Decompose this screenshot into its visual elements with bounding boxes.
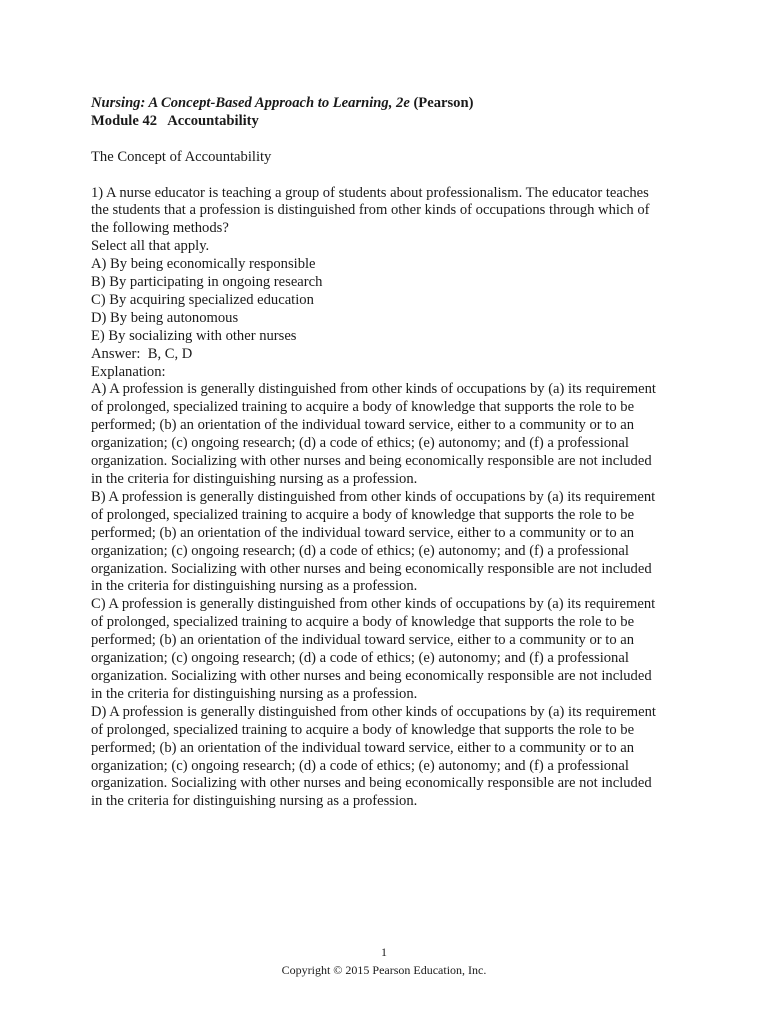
question-line: the students that a profession is distinguished from other kinds of occupations through which of <box>91 202 650 219</box>
explanation-line: organization. Socializing with other nurses and being economically responsible are not included <box>91 560 652 577</box>
option-b: B) By participating in ongoing research <box>91 274 323 291</box>
explanation-line: B) A profession is generally distinguished from other kinds of occupations by (a) its requirement <box>91 488 656 505</box>
explanation-line: performed; (b) an orientation of the individual toward service, either to a community or to an <box>91 632 635 649</box>
explanation-line: organization; (c) ongoing research; (d) a code of ethics; (e) autonomy; and (f) a professional <box>91 757 629 774</box>
answer-key: Answer: B, C, D <box>91 345 193 362</box>
question-stem <box>91 185 691 239</box>
spacer <box>91 167 691 185</box>
page-number: 1 <box>381 945 387 959</box>
book-publisher: (Pearson) <box>409 95 474 111</box>
page-content <box>91 95 691 811</box>
explanation-line: of prolonged, specialized training to acquire a body of knowledge that supports the role to be <box>91 506 635 523</box>
explanation-line: organization; (c) ongoing research; (d) a code of ethics; (e) autonomy; and (f) a professional <box>91 650 629 667</box>
explanation-line: organization. Socializing with other nurses and being economically responsible are not included <box>91 453 652 470</box>
explanation-line: in the criteria for distinguishing nursing as a profession. <box>91 685 418 702</box>
explanation-line: organization. Socializing with other nurses and being economically responsible are not included <box>91 667 652 684</box>
explanation-a <box>91 381 691 488</box>
module-heading: Module 42 Accountability <box>91 112 259 129</box>
option-c: C) By acquiring specialized education <box>91 291 314 308</box>
book-header <box>91 95 691 113</box>
question-line: the following methods? <box>91 220 229 237</box>
explanation-line: of prolonged, specialized training to acquire a body of knowledge that supports the role to be <box>91 721 635 738</box>
explanation-d <box>91 704 691 811</box>
section-title: The Concept of Accountability <box>91 148 272 165</box>
explanation-b <box>91 489 691 596</box>
explanation-line: organization. Socializing with other nurses and being economically responsible are not included <box>91 775 652 792</box>
explanation-line: of prolonged, specialized training to acquire a body of knowledge that supports the role to be <box>91 399 635 416</box>
explanation-line: in the criteria for distinguishing nursing as a profession. <box>91 578 418 595</box>
option-e: E) By socializing with other nurses <box>91 327 297 344</box>
explanation-line: performed; (b) an orientation of the individual toward service, either to a community or to an <box>91 417 635 434</box>
question-instruction: Select all that apply. <box>91 238 210 255</box>
explanation-line: A) A profession is generally distinguished from other kinds of occupations by (a) its requirement <box>91 381 656 398</box>
spacer <box>91 131 691 149</box>
explanation-label: Explanation: <box>91 363 166 380</box>
question-line: 1) A nurse educator is teaching a group of students about professionalism. The educator teaches <box>91 184 649 201</box>
explanation-line: D) A profession is generally distinguished from other kinds of occupations by (a) its requirement <box>91 703 656 720</box>
explanation-line: organization; (c) ongoing research; (d) a code of ethics; (e) autonomy; and (f) a professional <box>91 435 629 452</box>
explanation-line: in the criteria for distinguishing nursing as a profession. <box>91 793 418 810</box>
explanation-line: C) A profession is generally distinguished from other kinds of occupations by (a) its requirement <box>91 596 656 613</box>
explanation-c <box>91 596 691 703</box>
book-title: Nursing: A Concept-Based Approach to Learning, 2e <box>91 95 410 111</box>
copyright-notice: Copyright © 2015 Pearson Education, Inc. <box>281 963 487 977</box>
explanation-line: in the criteria for distinguishing nursing as a profession. <box>91 471 418 487</box>
explanation-line: organization; (c) ongoing research; (d) a code of ethics; (e) autonomy; and (f) a professional <box>91 542 629 559</box>
explanation-line: of prolonged, specialized training to acquire a body of knowledge that supports the role to be <box>91 614 635 631</box>
option-d: D) By being autonomous <box>91 309 239 326</box>
explanation-line: performed; (b) an orientation of the individual toward service, either to a community or to an <box>91 524 635 541</box>
option-a: A) By being economically responsible <box>91 256 316 273</box>
explanation-line: performed; (b) an orientation of the individual toward service, either to a community or to an <box>91 739 635 756</box>
answer-options <box>91 256 691 346</box>
